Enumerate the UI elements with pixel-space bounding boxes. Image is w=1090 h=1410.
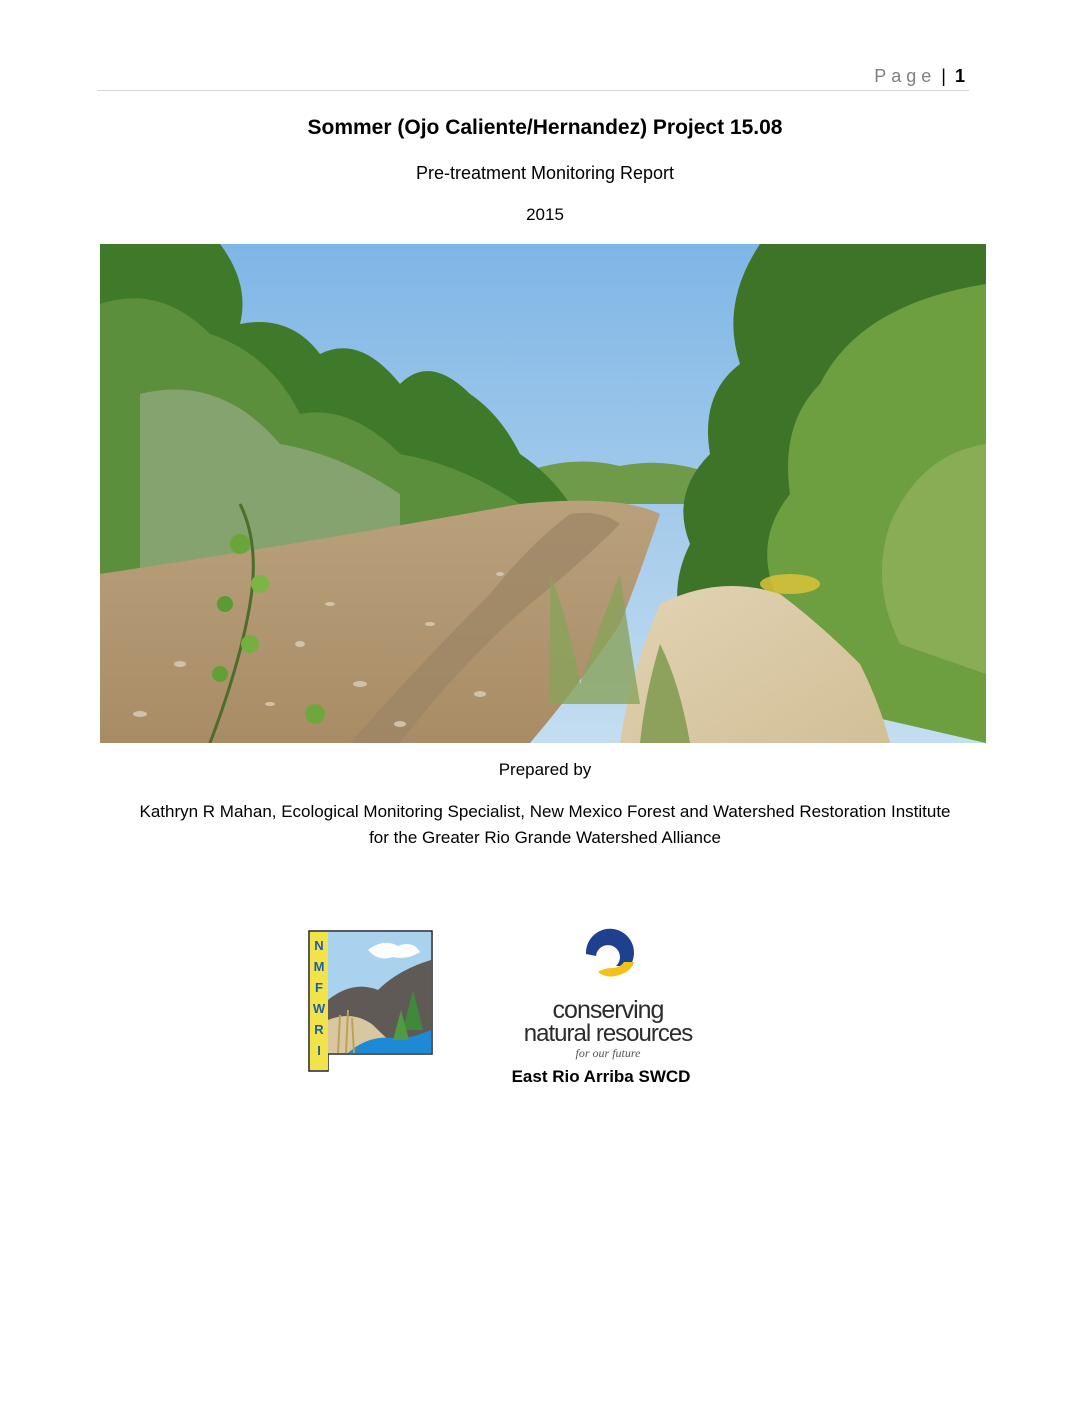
- nmfwri-letter: F: [315, 980, 323, 995]
- cnr-text-line-3: for our future: [575, 1046, 641, 1060]
- nmfwri-letter: M: [313, 959, 325, 974]
- nmfwri-letter: W: [312, 1001, 326, 1016]
- nmfwri-letter: R: [314, 1022, 324, 1037]
- nmfwri-logo: [308, 930, 433, 1073]
- page-number-value: 1: [954, 66, 965, 86]
- page-number: [874, 66, 965, 87]
- author-line-1: Kathryn R Mahan, Ecological Monitoring Specialist, New Mexico Forest and Watershed Restoration Institute: [139, 802, 951, 821]
- prepared-by-label: Prepared by: [498, 760, 592, 779]
- org-label: East Rio Arriba SWCD: [511, 1067, 691, 1086]
- document-subtitle: Pre-treatment Monitoring Report: [415, 163, 675, 183]
- cnr-swirl-icon: [512, 926, 704, 996]
- conserving-natural-resources-logo: [512, 926, 704, 1064]
- page-separator: |: [941, 66, 946, 86]
- nmfwri-letter: N: [314, 938, 324, 953]
- author-block: [0, 799, 1090, 851]
- document-year: 2015: [526, 205, 564, 224]
- cnr-text-line-1: conserving: [552, 996, 664, 1024]
- nmfwri-letter: I: [317, 1043, 321, 1058]
- document-title: Sommer (Ojo Caliente/Hernandez) Project 15.08: [307, 116, 783, 139]
- nmfwri-logo-graphic: [308, 930, 433, 1073]
- page-word: Page: [874, 66, 937, 86]
- page-header: [97, 60, 969, 91]
- river-landscape-image: [100, 244, 986, 743]
- author-line-2: for the Greater Rio Grande Watershed Alliance: [369, 828, 721, 847]
- cover-photo: [100, 244, 986, 743]
- cnr-text-line-2: natural resources: [523, 1020, 693, 1047]
